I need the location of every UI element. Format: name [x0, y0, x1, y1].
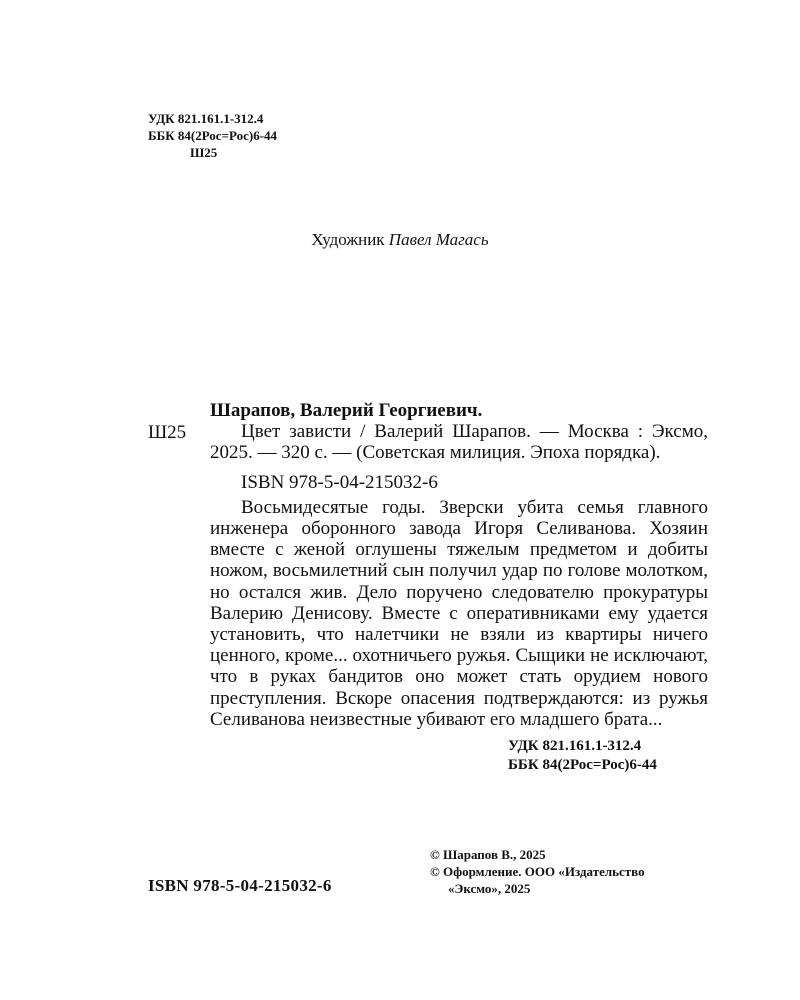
catalog-author: Шарапов, Валерий Георгиевич. [210, 400, 483, 421]
artist-name: Павел Магась [388, 230, 489, 249]
catalog-udk-code: УДК 821.161.1-312.4 [508, 738, 642, 755]
copyright-design-line2: «Эксмо», 2025 [448, 881, 531, 896]
copyright-author: © Шарапов В., 2025 [430, 847, 546, 862]
catalog-card [210, 400, 708, 775]
top-author-sign: Ш25 [190, 145, 218, 160]
bottom-isbn: ISBN 978-5-04-215032-6 [148, 876, 332, 895]
catalog-title-block: Цвет зависти / Валерий Шарапов. — Москва : Эксмо, 2025. — 320 с. — (Советская милиция. Эпоха порядка). [210, 421, 708, 464]
catalog-isbn: ISBN 978-5-04-215032-6 [241, 471, 438, 493]
catalog-classification-codes [210, 737, 708, 775]
artist-label: Художник [311, 230, 385, 249]
catalog-bbk-code: ББК 84(2Рос=Рос)6-44 [508, 757, 657, 774]
top-udk-code: УДК 821.161.1-312.4 [148, 111, 264, 126]
copyright-design-line1: © Оформление. ООО «Издательство [430, 864, 645, 879]
top-bbk-code: ББК 84(2Рос=Рос)6-44 [148, 128, 278, 143]
catalog-author-sign: Ш25 [148, 422, 187, 443]
catalog-annotation: Восьмидесятые годы. Зверски убита семья главного инженера оборонного завода Игоря Селиванова. Хозяин вместе с женой оглушены тяжелым предметом и добиты ножом, восьмилетний сын получил удар по голове молотком, но остался жив. Дело поручено следователю прокуратуры Валерию Денисову. Вместе с оперативниками ему удается установить, что налетчики не взяли из квартиры ничего ценного, кроме... охотничьего ружья. Сыщики не исключают, что в руках бандитов оно может стать орудием нового преступления. Вскоре опасения подтверждаются: из ружья Селиванова неизвестные убивают его младшего брата... [210, 496, 708, 730]
copyright-block [430, 846, 730, 897]
artist-credit [0, 230, 800, 250]
top-classification-codes [148, 110, 277, 161]
